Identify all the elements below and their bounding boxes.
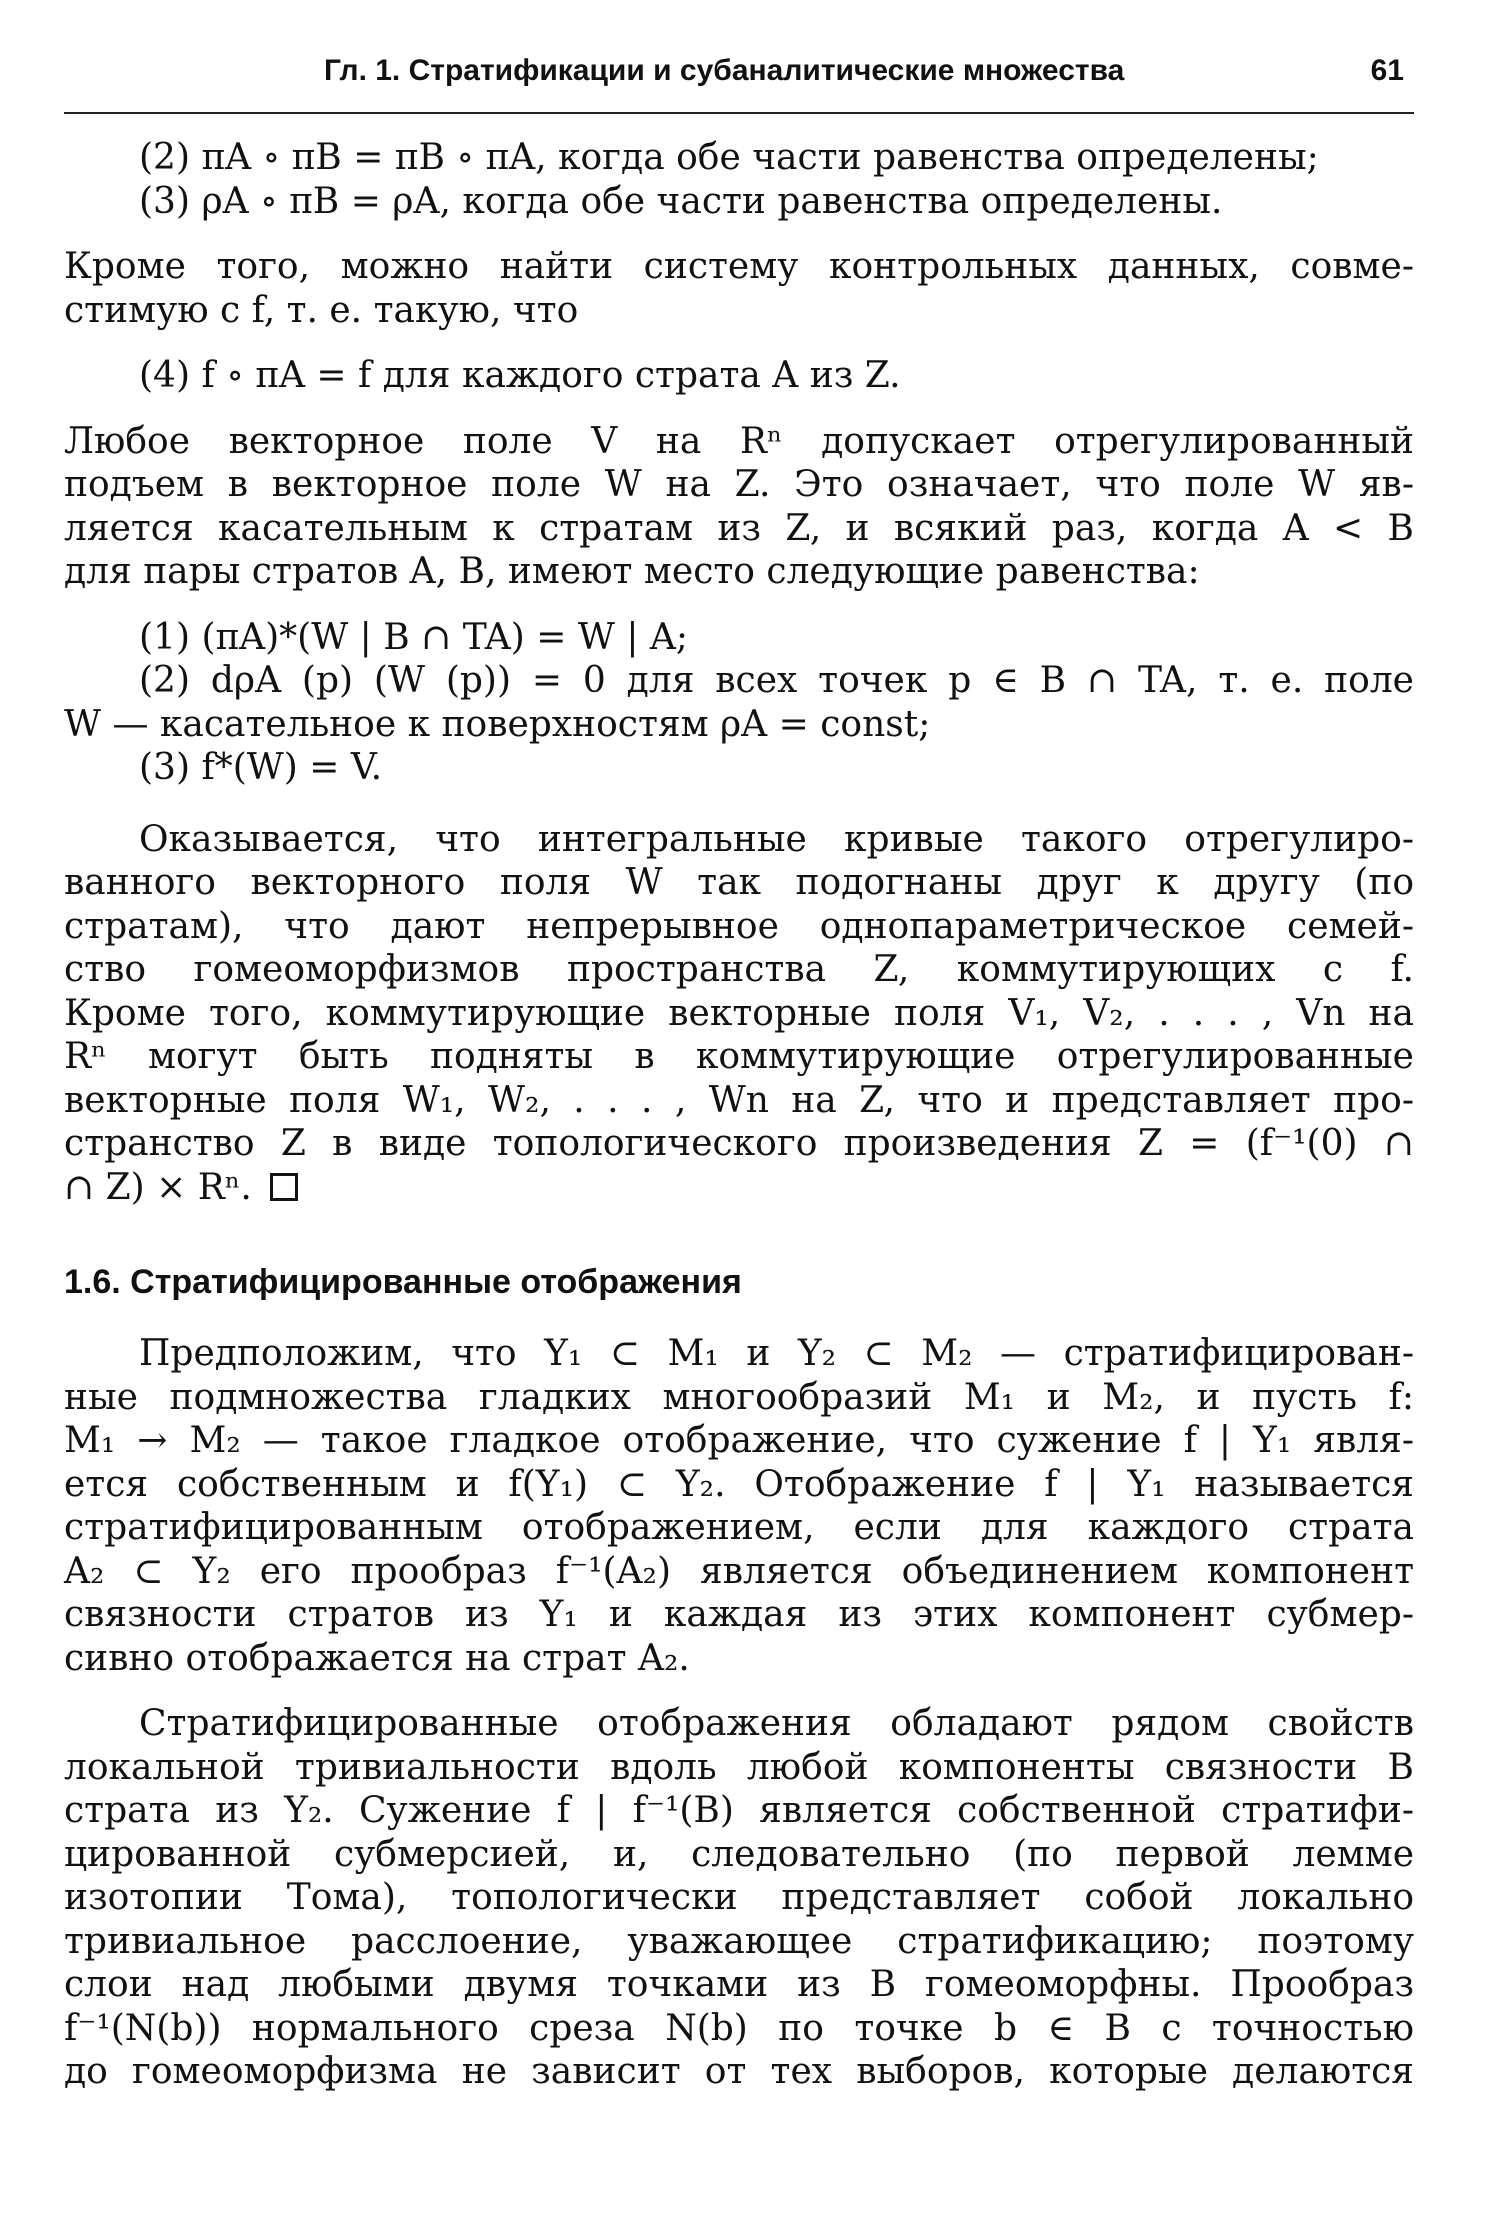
text-line: стратифицированным отображением, если для каждого страта xyxy=(64,1507,1414,1548)
text-line: ство гомеоморфизмов пространства Z, коммутирующих с f. xyxy=(64,949,1414,990)
paragraph-integral-curves xyxy=(64,818,1414,1210)
text-line: тривиальное расслоение, уважающее стратификацию; поэтому xyxy=(64,1920,1414,1962)
text-line: (3) ρA ∘ πB = ρA, когда обе части равенства определены. xyxy=(139,180,1223,222)
text-line: ∩ Z) × Rⁿ. xyxy=(64,1166,252,1208)
text-line: Кроме того, коммутирующие векторные поля V₁, V₂, . . . , Vn на xyxy=(64,992,1414,1034)
text-line: M₁ → M₂ — такое гладкое отображение, что сужение f | Y₁ явля- xyxy=(64,1420,1414,1461)
text-line: слои над любыми двумя точками из B гомеоморфны. Прообраз xyxy=(64,1964,1414,2005)
chapter-title: Гл. 1. Стратификации и субаналитические множества xyxy=(324,54,1125,87)
section-heading: 1.6. Стратифицированные отображения xyxy=(64,1263,742,1301)
list-equalities xyxy=(64,616,1414,790)
text-line: локальной тривиальности вдоль любой компоненты связности B xyxy=(64,1746,1414,1788)
text-line: стратам), что дают непрерывное однопараметрическое семей- xyxy=(64,905,1414,947)
book-page xyxy=(64,54,1414,2094)
header-rule xyxy=(64,112,1414,114)
text-line: (1) (πA)*(W | B ∩ TA) = W | A; xyxy=(139,616,689,658)
text-line: до гомеоморфизма не зависит от тех выборов, которые делаются xyxy=(64,2051,1414,2092)
text-line: подъем в векторное поле W на Z. Это означает, что поле W яв- xyxy=(64,464,1414,505)
text-line: Оказывается, что интегральные кривые такого отрегулиро- xyxy=(139,818,1414,860)
text-line: (2) dρA (p) (W (p)) = 0 для всех точек p ∈ B ∩ TA, т. е. поле xyxy=(139,660,1414,701)
running-head xyxy=(64,54,1414,102)
paragraph-definition xyxy=(64,1332,1414,1680)
text-line: Rⁿ могут быть подняты в коммутирующие отрегулированные xyxy=(64,1036,1414,1077)
text-line: изотопии Тома), топологически представляет собой локально xyxy=(64,1877,1414,1918)
text-line: ляется касательным к стратам из Z, и всякий раз, когда A < B xyxy=(64,507,1414,549)
text-line: странство Z в виде топологического произведения Z = (f⁻¹(0) ∩ xyxy=(64,1123,1414,1164)
text-line: связности стратов из Y₁ и каждая из этих компонент субмер- xyxy=(64,1594,1414,1635)
text-line: W — касательное к поверхностям ρA = const; xyxy=(64,703,931,745)
end-of-proof-icon xyxy=(270,1173,298,1201)
paragraph-triviality xyxy=(64,1702,1414,2094)
text-line: f⁻¹(N(b)) нормального среза N(b) по точке b ∈ B с точностью xyxy=(64,2007,1414,2049)
text-line: цированной субмерсией, и, следовательно (по первой лемме xyxy=(64,1833,1414,1875)
text-line: для пары стратов A, B, имеют место следующие равенства: xyxy=(64,551,1200,592)
text-line: векторные поля W₁, W₂, . . . , Wn на Z, что и представляет про- xyxy=(64,1079,1414,1121)
text-line: Кроме того, можно найти систему контрольных данных, совме- xyxy=(64,246,1414,287)
text-line: ется собственным и f(Y₁) ⊂ Y₂. Отображение f | Y₁ называется xyxy=(64,1463,1414,1505)
text-line: Стратифицированные отображения обладают рядом свойств xyxy=(139,1703,1414,1744)
text-line: Любое векторное поле V на Rⁿ допускает отрегулированный xyxy=(64,420,1414,462)
text-line: ванного векторного поля W так подогнаны друг к другу (по xyxy=(64,862,1414,903)
page-number: 61 xyxy=(1370,54,1404,87)
condition-4: (4) f ∘ πA = f для каждого страта A из Z. xyxy=(139,355,901,396)
list-control-data xyxy=(64,136,1414,223)
text-line: страта из Y₂. Сужение f | f⁻¹(B) является собственной стратифи- xyxy=(64,1790,1414,1831)
text-line: Предположим, что Y₁ ⊂ M₁ и Y₂ ⊂ M₂ — стратифицирован- xyxy=(139,1333,1414,1374)
text-line: A₂ ⊂ Y₂ его прообраз f⁻¹(A₂) является объединением компонент xyxy=(64,1550,1414,1592)
paragraph-compatible xyxy=(64,245,1414,332)
text-line-last xyxy=(64,1166,1414,1210)
paragraph-vector-field xyxy=(64,420,1414,594)
text-line: сивно отображается на страт A₂. xyxy=(64,1637,690,1679)
text-line: ные подмножества гладких многообразий M₁ и M₂, и пусть f: xyxy=(64,1376,1414,1418)
text-line: стимую с f, т. е. такую, что xyxy=(64,289,579,331)
text-line: (3) f*(W) = V. xyxy=(139,747,383,788)
text-line: (2) πA ∘ πB = πB ∘ πA, когда обе части равенства определены; xyxy=(139,137,1319,178)
